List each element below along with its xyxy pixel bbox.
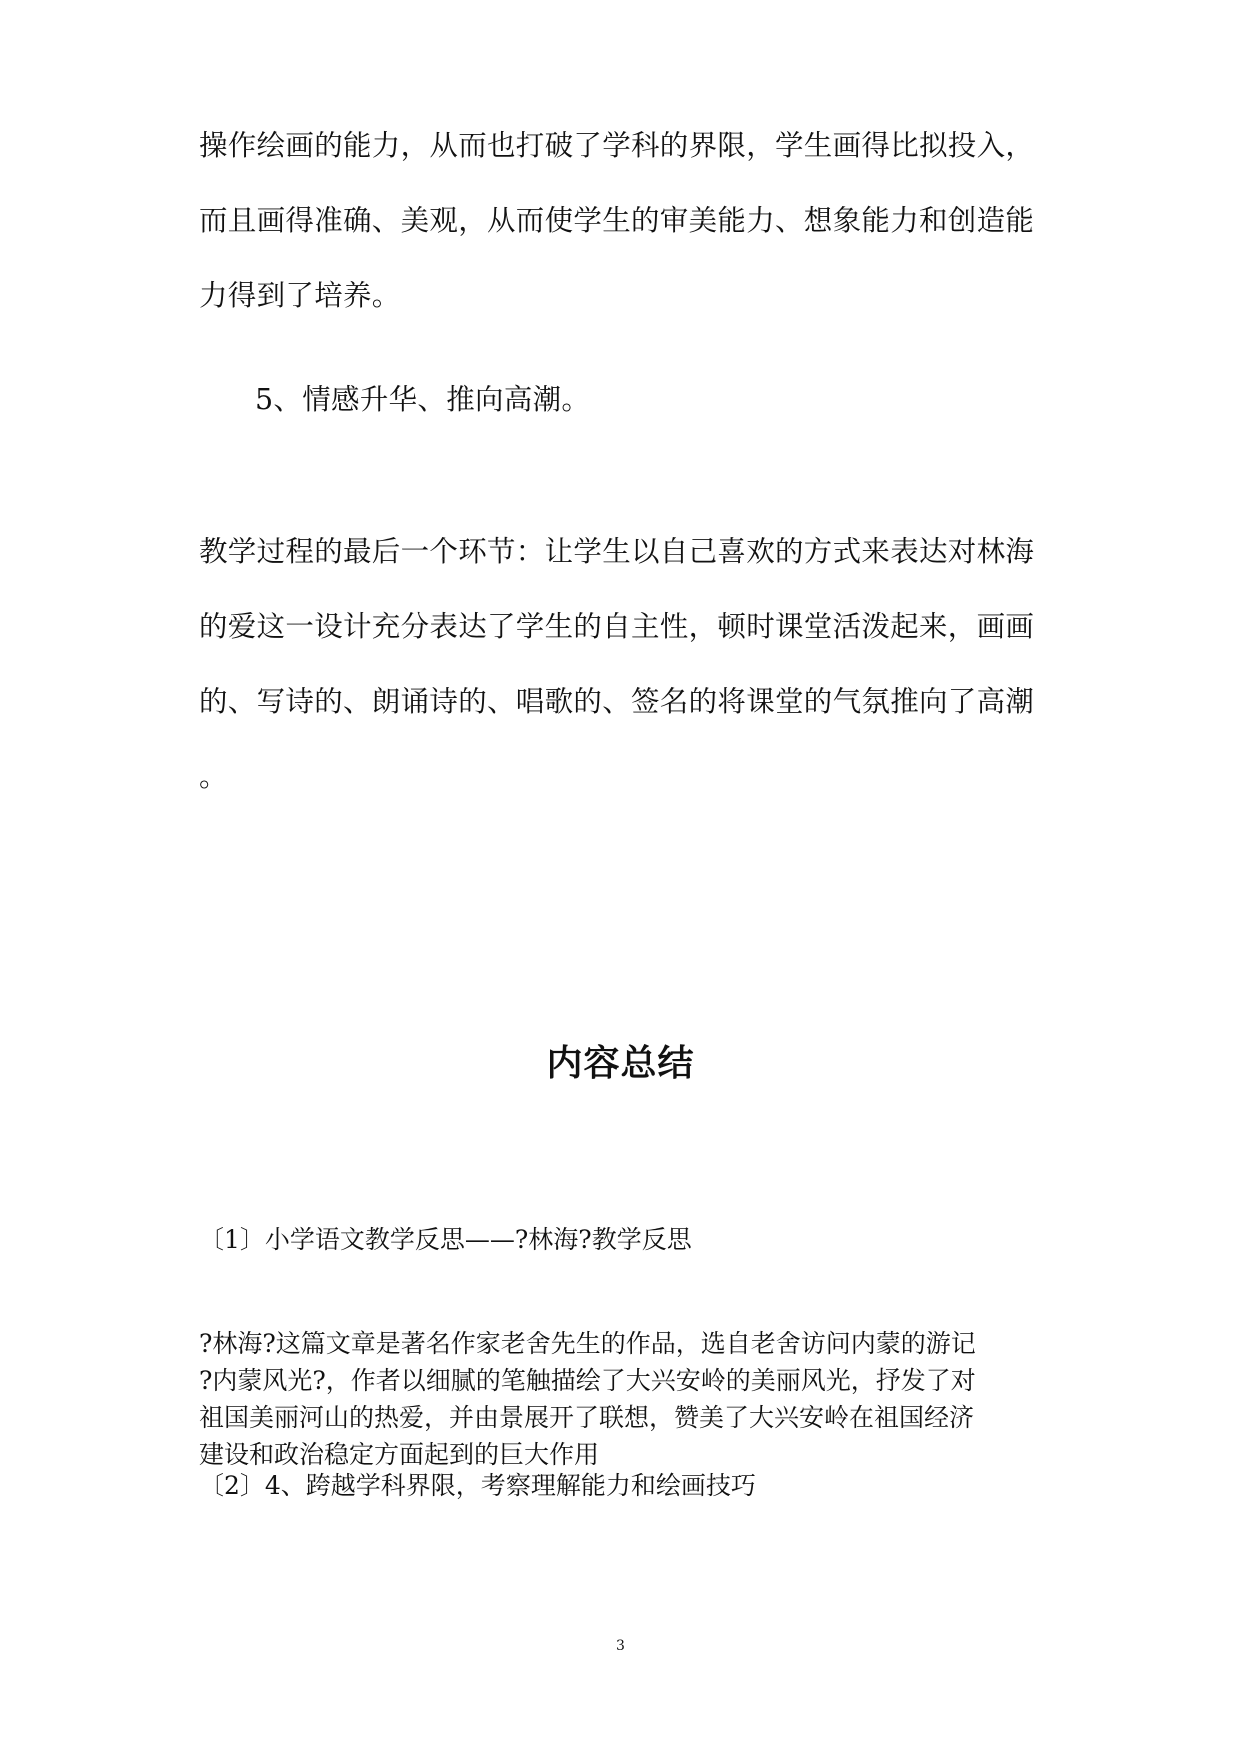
text-line: 祖国美丽河山的热爱，并由景展开了联想，赞美了大兴安岭在祖国经济	[199, 1403, 975, 1432]
text-line: ?内蒙风光?，作者以细腻的笔触描绘了大兴安岭的美丽风光，抒发了对	[199, 1366, 976, 1395]
text-line: 建设和政治稳定方面起到的巨大作用	[199, 1440, 600, 1469]
text-line: 操作绘画的能力，从而也打破了学科的界限，学生画得比拟投入，	[199, 129, 1035, 162]
text-line: 的、写诗的、朗诵诗的、唱歌的、签名的将课堂的气氛推向了高潮	[199, 685, 1035, 718]
text-line: 。	[199, 760, 228, 793]
summary-item-2	[199, 1466, 1055, 1506]
text-line: ?林海?这篇文章是著名作家老舍先生的作品，选自老舍访问内蒙的游记	[199, 1329, 976, 1358]
summary-item-1-body	[199, 1325, 1055, 1473]
text-line: 的爱这一设计充分表达了学生的自主性，顿时课堂活泼起来，画画	[199, 610, 1035, 643]
summary-heading: 内容总结	[546, 1043, 695, 1084]
summary-item-title: 〔1〕小学语文教学反思——?林海?教学反思	[199, 1225, 692, 1254]
text-line: 教学过程的最后一个环节：让学生以自己喜欢的方式来表达对林海	[199, 535, 1035, 568]
summary-item-1	[199, 1220, 1055, 1260]
paragraph-drawing-ability	[199, 108, 1055, 333]
summary-item-title: 〔2〕4、跨越学科界限，考察理解能力和绘画技巧	[199, 1471, 756, 1500]
text-line: 力得到了培养。	[199, 279, 401, 312]
page-number: 3	[616, 1638, 625, 1654]
section-heading-emotion	[255, 362, 1111, 437]
paragraph-final-step	[199, 514, 1055, 814]
text-line: 5、情感升华、推向高潮。	[255, 383, 591, 416]
text-line: 而且画得准确、美观，从而使学生的审美能力、想象能力和创造能	[199, 204, 1035, 237]
